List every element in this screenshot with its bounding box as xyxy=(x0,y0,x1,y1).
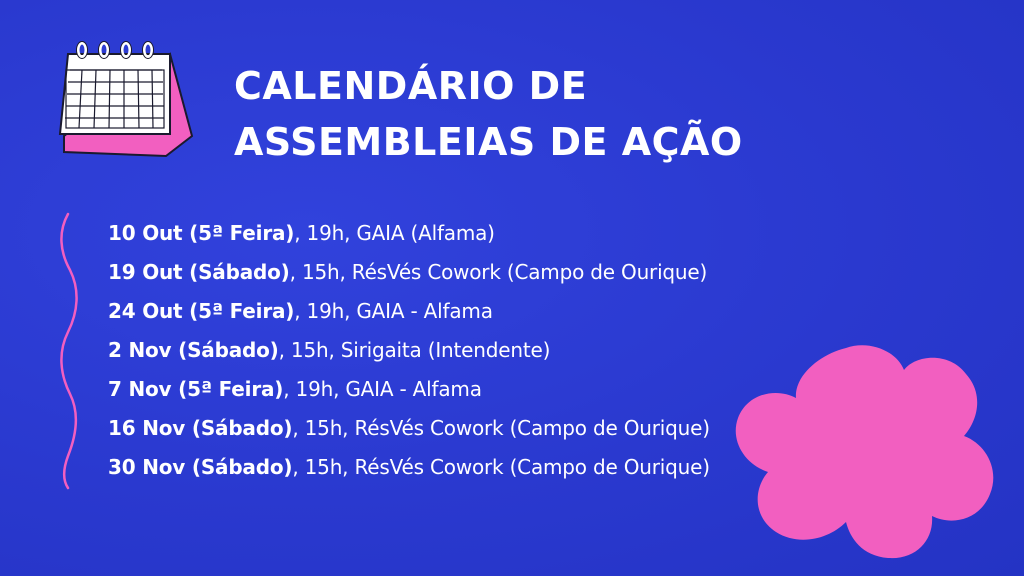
event-date: 16 Nov (Sábado) xyxy=(108,416,293,440)
list-item xyxy=(108,331,710,370)
event-date: 24 Out (5ª Feira) xyxy=(108,299,295,323)
page-title xyxy=(234,58,743,170)
wavy-line-decoration xyxy=(54,212,84,490)
event-date: 19 Out (Sábado) xyxy=(108,260,290,284)
event-date: 7 Nov (5ª Feira) xyxy=(108,377,284,401)
event-details: , 15h, RésVés Cowork (Campo de Ourique) xyxy=(292,455,710,479)
list-item xyxy=(108,214,710,253)
event-details: , 15h, Sirigaita (Intendente) xyxy=(278,338,551,362)
calendar-icon xyxy=(52,40,200,166)
list-item xyxy=(108,448,710,487)
event-date: 30 Nov (Sábado) xyxy=(108,455,293,479)
list-item xyxy=(108,370,710,409)
assembly-schedule-list xyxy=(108,214,710,487)
list-item xyxy=(108,409,710,448)
title-line-2: ASSEMBLEIAS DE AÇÃO xyxy=(234,120,743,164)
event-date: 10 Out (5ª Feira) xyxy=(108,221,295,245)
event-details: , 19h, GAIA (Alfama) xyxy=(294,221,495,245)
event-details: , 19h, GAIA - Alfama xyxy=(283,377,482,401)
pink-flower-blob xyxy=(728,340,998,562)
event-details: , 15h, RésVés Cowork (Campo de Ourique) xyxy=(292,416,710,440)
title-line-1: CALENDÁRIO DE xyxy=(234,64,588,108)
event-details: , 15h, RésVés Cowork (Campo de Ourique) xyxy=(289,260,708,284)
event-date: 2 Nov (Sábado) xyxy=(108,338,279,362)
list-item xyxy=(108,292,710,331)
event-details: , 19h, GAIA - Alfama xyxy=(294,299,493,323)
list-item xyxy=(108,253,710,292)
